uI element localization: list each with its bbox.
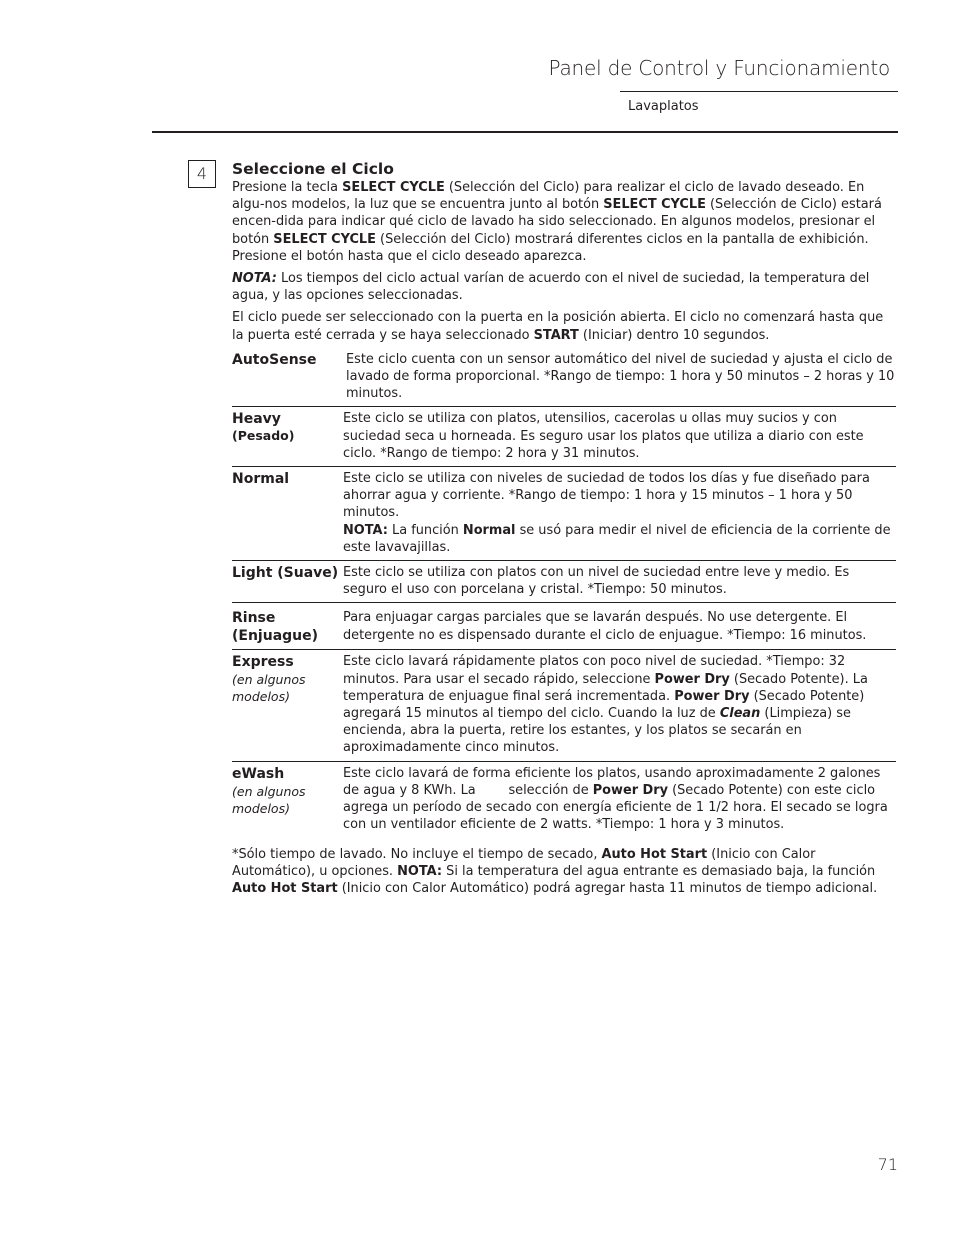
cycle-description: Este ciclo se utiliza con niveles de suciedad de todos los días y fue diseñado para ahorrar agua y corriente. *Rango de tiempo: 1 hora y 15 minutos – 1 hora y 50 minutos. NOTA: La función Normal se usó para medir el nivel de eficiencia de la corriente de este lavavajillas.	[343, 471, 891, 555]
cycle-row-normal	[232, 467, 896, 561]
cycle-subname: (en algunos modelos)	[232, 783, 306, 816]
intro-paragraph: Presione la tecla SELECT CYCLE (Selección del Ciclo) para realizar el ciclo de lavado deseado. En algu-nos modelos, la luz que se encuentra junto al botón SELECT CYCLE (Selección de Ciclo) estará encen-dida para indicar qué ciclo de lavado ha sido seleccionado. En algunos modelos, presionar el botón SELECT CYCLE (Selección del Ciclo) mostrará diferentes ciclos en la pantalla de exhibición. Presione el botón hasta que el ciclo deseado aparezca.	[232, 180, 882, 264]
cycle-subname: (Pesado)	[232, 428, 295, 444]
section-title: Seleccione el Ciclo	[232, 160, 394, 178]
cycle-description: Este ciclo lavará rápidamente platos con poco nivel de suciedad. *Tiempo: 32 minutos. Para usar el secado rápido, seleccione Power Dry (Secado Potente). La temperatura de enjuague final será incrementada. Power Dry (Secado Potente) agregará 15 minutos al tiempo del ciclo. Cuando la luz de Clean (Limpieza) se encienda, abra la puerta, retire los estantes, y los platos se secarán en aproximadamente cinco minutos.	[343, 654, 868, 756]
page-header-title: Panel de Control y Funcionamiento	[548, 56, 890, 80]
cycle-name: Normal	[232, 471, 290, 488]
main-divider	[152, 131, 898, 133]
cycle-name: AutoSense	[232, 351, 317, 368]
footnote: *Sólo tiempo de lavado. No incluye el tiempo de secado, Auto Hot Start (Inicio con Calor Automático), u opciones. NOTA: Si la temperatura del agua entrante es demasiado baja, la función Auto Hot Start (Inicio con Calor Automático) podrá agregar hasta 11 minutos de tiempo adicional.	[232, 846, 878, 896]
cycle-subname: (Enjuague)	[232, 628, 319, 645]
cycle-row-express	[232, 650, 896, 761]
cycle-description: Para enjuagar cargas parciales que se lavarán después. No use detergente. El detergente no es dispensado durante el ciclo de enjuague. *Tiempo: 16 minutos.	[343, 610, 867, 643]
cycle-subname: (en algunos modelos)	[232, 672, 306, 705]
cycle-row-rinse	[232, 603, 896, 650]
cycle-description: Este ciclo lavará de forma eficiente los platos, usando aproximadamente 2 galones de agua y 8 KWh. La selección de Power Dry (Secado Potente) con este ciclo agrega un período de secado con energía eficiente de 1 1/2 hora. El secado se logra con un ventilador eficiente de 2 watts. *Tiempo: 1 hora y 3 minutos.	[343, 765, 892, 833]
note-paragraph: NOTA: Los tiempos del ciclo actual varían de acuerdo con el nivel de suciedad, la temperatura del agua, y las opciones seleccionadas.	[232, 271, 870, 304]
page-number: 71	[877, 1155, 898, 1174]
cycle-row-heavy	[232, 407, 896, 467]
step-number-box: 4	[188, 160, 216, 188]
cycle-description: Este ciclo se utiliza con platos, utensilios, cacerolas u ollas muy sucios y con suciedad seca u horneada. Es seguro usar los platos que utiliza a diario con este ciclo. *Rango de tiempo: 2 hora y 31 minutos.	[343, 411, 864, 461]
cycle-name: Express	[232, 654, 294, 671]
cycle-row-ewash	[232, 762, 896, 838]
cycle-description: Este ciclo cuenta con un sensor automático del nivel de suciedad y ajusta el ciclo de lavado de forma proporcional. *Rango de tiempo: 1 hora y 50 minutos – 2 horas y 10 minutos.	[346, 351, 895, 402]
door-paragraph: El ciclo puede ser seleccionado con la puerta en la posición abierta. El ciclo no comenzará hasta que la puerta esté cerrada y se haya seleccionado START (Iniciar) dentro 10 segundos.	[232, 310, 884, 343]
page-header-subtitle: Lavaplatos	[628, 99, 699, 114]
cycle-name: eWash	[232, 765, 285, 782]
header-divider	[620, 91, 898, 92]
cycle-table	[232, 348, 896, 838]
cycle-name: Heavy	[232, 411, 281, 428]
cycle-row-light	[232, 561, 896, 603]
cycle-row-autosense	[232, 348, 896, 408]
cycle-description: Este ciclo se utiliza con platos con un nivel de suciedad entre leve y medio. Es seguro el uso con porcelana y cristal. *Tiempo: 50 minutos.	[343, 565, 850, 598]
cycle-name: Light (Suave)	[232, 565, 339, 582]
cycle-name: Rinse	[232, 610, 276, 627]
step-content	[232, 160, 896, 897]
